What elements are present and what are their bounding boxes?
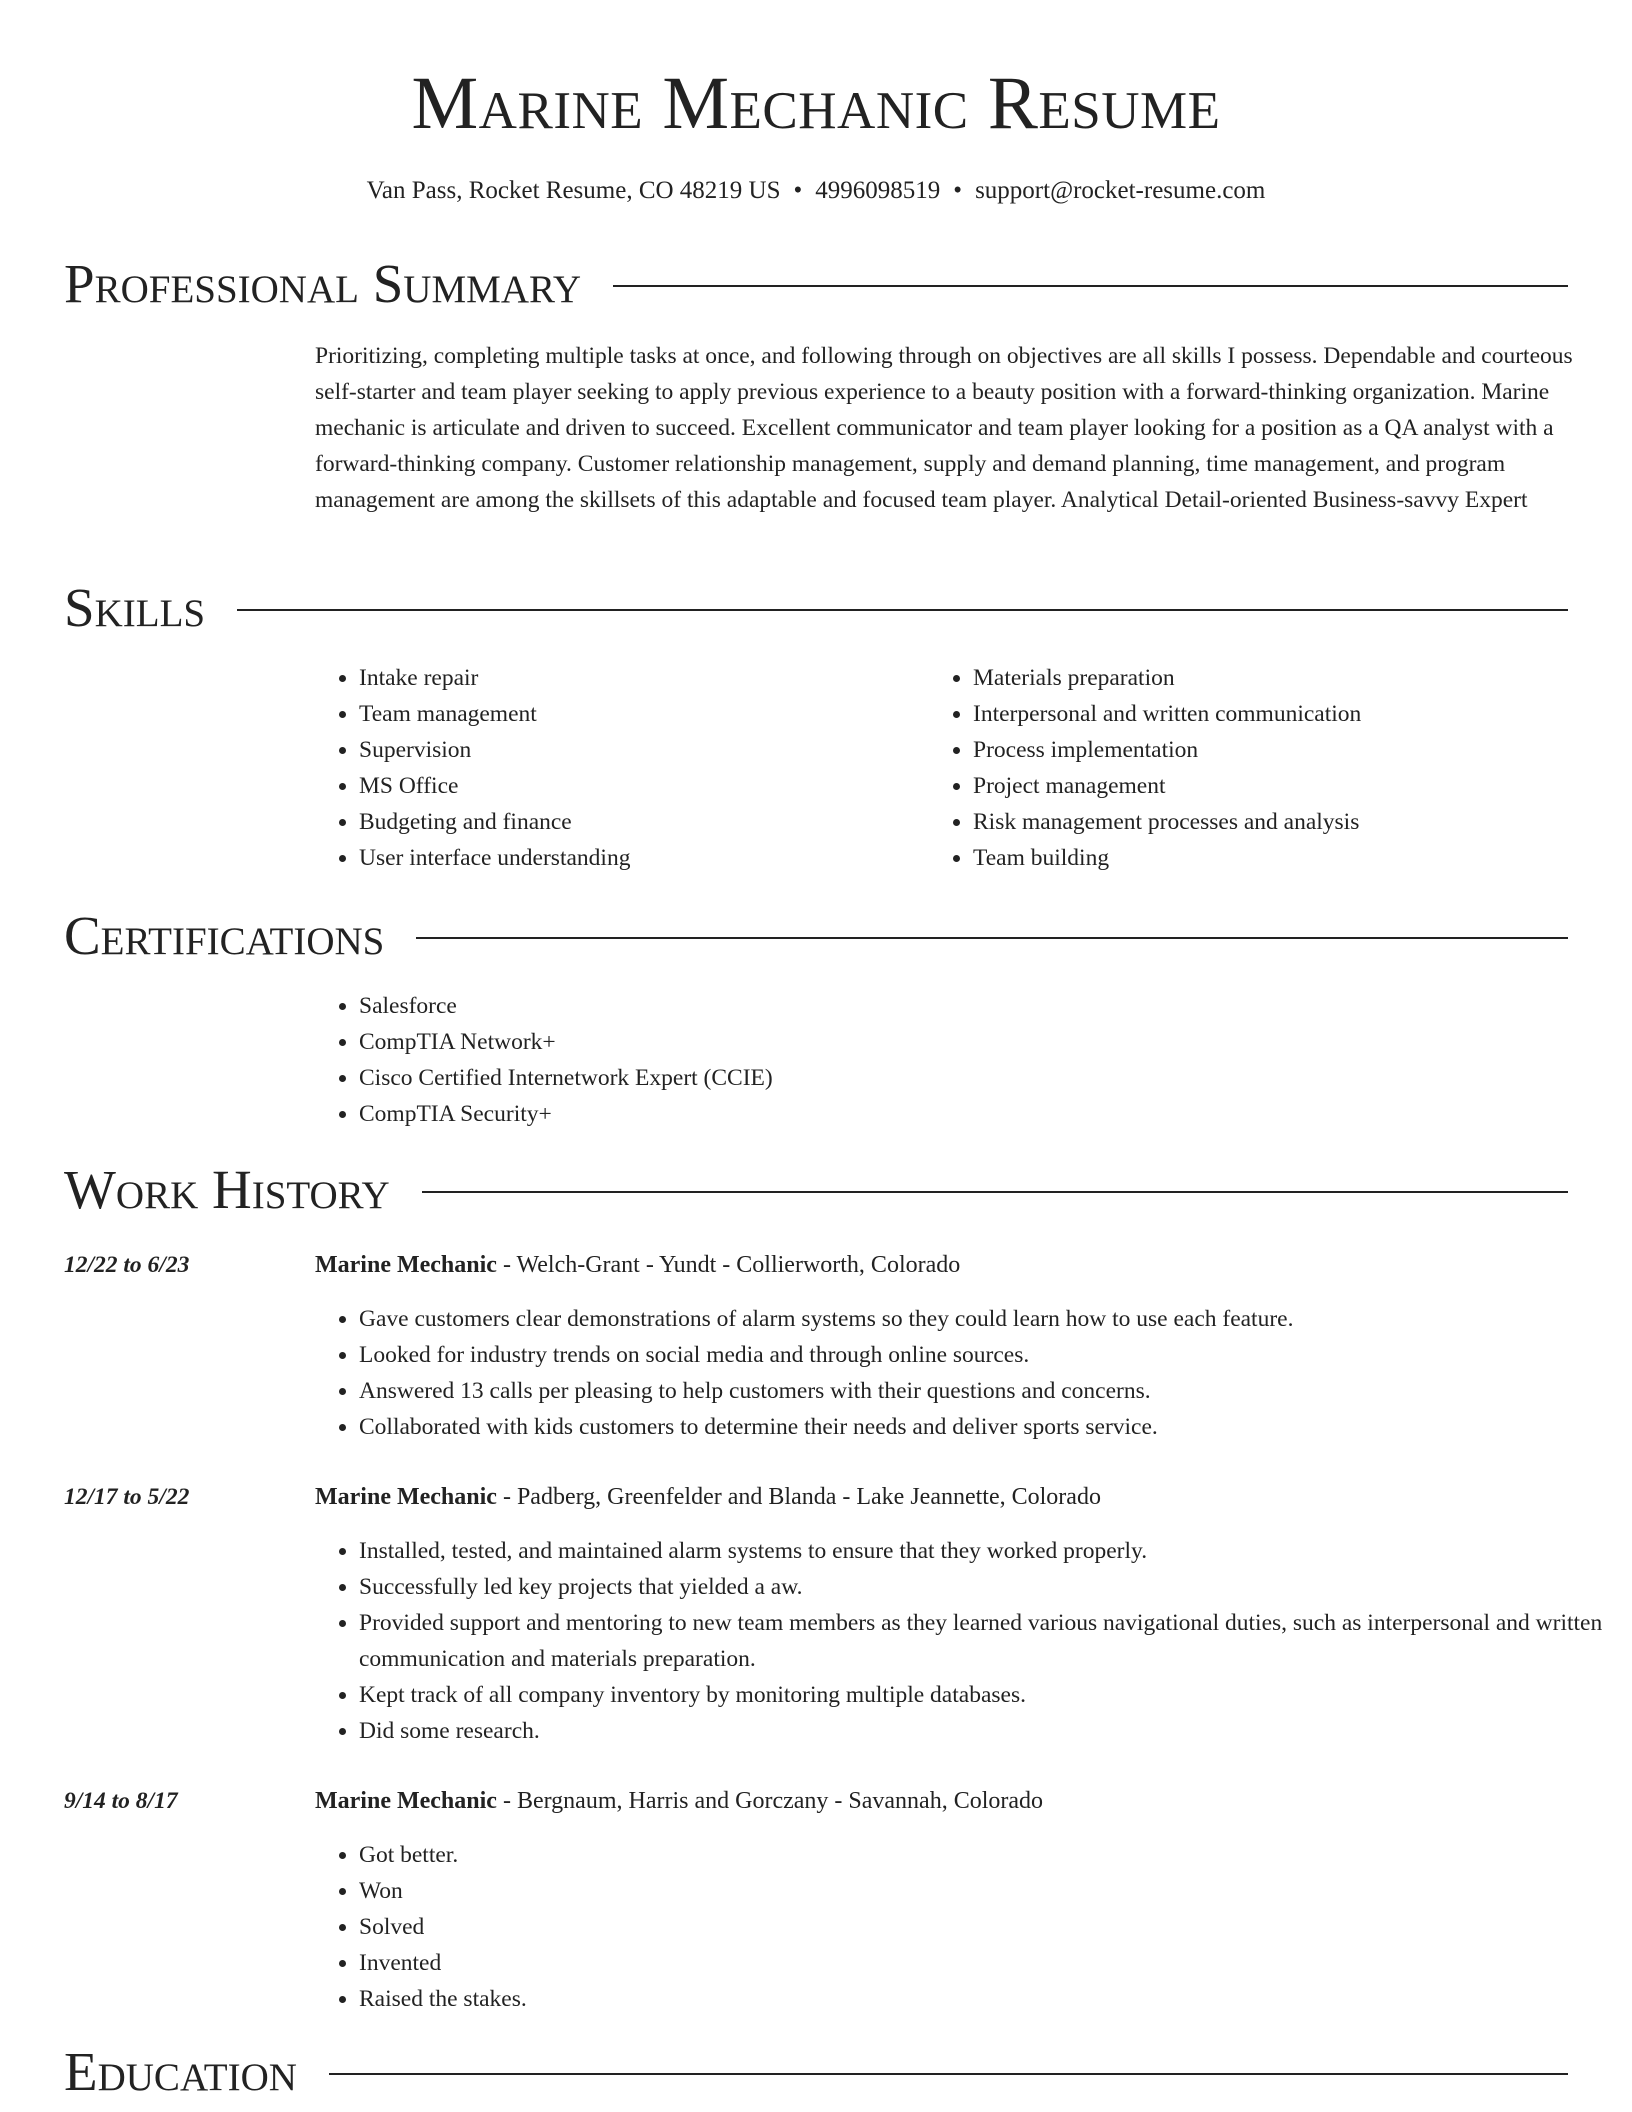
section-divider — [416, 937, 1568, 939]
certification-item: • CompTIA Network+ — [359, 1024, 1259, 1060]
skills-list-right — [929, 660, 1593, 876]
skill-item: • Supervision — [359, 732, 919, 768]
contact-separator: • — [953, 177, 963, 204]
job-title: Marine Mechanic — [315, 1252, 497, 1278]
skill-item: • Team building — [973, 840, 1593, 876]
job-bullet: • Did some research. — [359, 1713, 1619, 1749]
skill-item: • Risk management processes and analysis — [973, 804, 1593, 840]
job-employer-location: - Padberg, Greenfelder and Blanda - Lake Jeannette, Colorado — [496, 1484, 1101, 1510]
job-heading — [315, 1479, 1101, 1515]
skill-item: • User interface understanding — [359, 840, 919, 876]
job-employer-location: - Welch-Grant - Yundt - Collierworth, Colorado — [496, 1252, 961, 1278]
certification-item: • Cisco Certified Internetwork Expert (CCIE) — [359, 1060, 1259, 1096]
job-bullet: • Looked for industry trends on social media and through online sources. — [359, 1337, 1619, 1373]
section-title-certifications: Certifications — [64, 905, 385, 966]
job-bullet: • Installed, tested, and maintained alarm systems to ensure that they worked properly. — [359, 1533, 1619, 1569]
job-bullet: • Answered 13 calls per pleasing to help customers with their questions and concerns. — [359, 1373, 1619, 1409]
skill-item: • Intake repair — [359, 660, 919, 696]
job-bullets — [315, 1301, 1619, 1445]
skill-item: • MS Office — [359, 768, 919, 804]
section-divider — [237, 609, 1568, 611]
contact-separator: • — [793, 177, 803, 204]
job-bullet: • Successfully led key projects that yielded a aw. — [359, 1569, 1619, 1605]
skill-item: • Materials preparation — [973, 660, 1593, 696]
job-bullet: • Invented — [359, 1945, 1619, 1981]
job-bullet: • Won — [359, 1873, 1619, 1909]
section-divider — [422, 1191, 1568, 1193]
section-divider — [329, 2073, 1568, 2075]
job-bullet: • Solved — [359, 1909, 1619, 1945]
job-employer-location: - Bergnaum, Harris and Gorczany - Savannah, Colorado — [496, 1788, 1044, 1814]
job-bullets — [315, 1837, 1619, 2017]
skill-item: • Team management — [359, 696, 919, 732]
section-divider — [613, 285, 1568, 287]
section-header-skills — [64, 576, 1568, 640]
certifications-list — [315, 988, 1259, 1132]
resume-title: Marine Mechanic Resume — [411, 62, 1221, 145]
summary-text: Prioritizing, completing multiple tasks at once, and following through on objectives are all skills I possess. Dependable and courteous self-starter and team player seeking to apply previous experience to a beauty position with a forward-thinking organization. Marine mechanic is articulate and driven to succeed. Excellent communicator and team player looking for a position as a QA analyst with a forward-thinking company. Customer relationship management, supply and demand planning, time management, and program management are among the skillsets of this adaptable and focused team player. Analytical Detail-oriented Business-savvy Expert — [315, 343, 1573, 513]
job-dates: 9/14 to 8/17 — [64, 1788, 178, 1814]
job-heading — [315, 1247, 960, 1283]
job-bullet: • Kept track of all company inventory by monitoring multiple databases. — [359, 1677, 1619, 1713]
job-bullet: • Got better. — [359, 1837, 1619, 1873]
job-title: Marine Mechanic — [315, 1484, 497, 1510]
section-header-education — [64, 2040, 1568, 2104]
job-dates: 12/22 to 6/23 — [64, 1252, 190, 1278]
job-heading — [315, 1783, 1043, 1819]
job-bullet: • Raised the stakes. — [359, 1981, 1619, 2017]
job-dates: 12/17 to 5/22 — [64, 1484, 190, 1510]
job-bullet: • Collaborated with kids customers to determine their needs and deliver sports service. — [359, 1409, 1619, 1445]
skill-item: • Budgeting and finance — [359, 804, 919, 840]
certification-item: • CompTIA Security+ — [359, 1096, 1259, 1132]
job-bullet: • Gave customers clear demonstrations of alarm systems so they could learn how to use each feature. — [359, 1301, 1619, 1337]
section-title-summary: Professional Summary — [64, 253, 582, 314]
contact-address: Van Pass, Rocket Resume, CO 48219 US — [366, 177, 781, 204]
section-title-work-history: Work History — [64, 1159, 390, 1220]
section-header-summary — [64, 252, 1568, 316]
skill-item: • Project management — [973, 768, 1593, 804]
job-bullets — [315, 1533, 1619, 1749]
section-header-work-history — [64, 1158, 1568, 1222]
skills-list-left — [315, 660, 919, 876]
contact-phone: 4996098519 — [815, 177, 941, 204]
certification-item: • Salesforce — [359, 988, 1259, 1024]
contact-line — [0, 174, 1632, 208]
skill-item: • Process implementation — [973, 732, 1593, 768]
job-title: Marine Mechanic — [315, 1788, 497, 1814]
section-title-skills: Skills — [64, 577, 206, 638]
skill-item: • Interpersonal and written communication — [973, 696, 1593, 732]
section-title-education: Education — [64, 2041, 297, 2102]
job-bullet: • Provided support and mentoring to new team members as they learned various navigational duties, such as interpersonal and written communication and materials preparation. — [359, 1605, 1619, 1677]
contact-email: support@rocket-resume.com — [975, 177, 1266, 204]
section-header-certifications — [64, 904, 1568, 968]
